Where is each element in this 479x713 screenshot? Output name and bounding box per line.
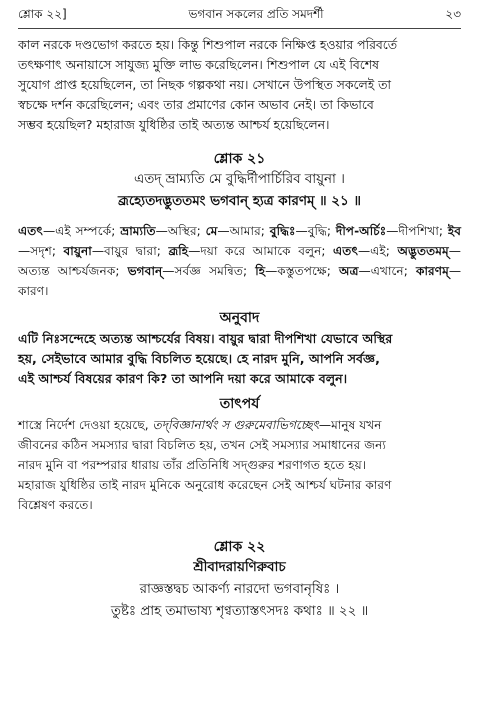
synonym-word: বুদ্ধিঃ [269,224,296,238]
verse-22-speaker: শ্রীবাদরায়ণিরুবাচ [193,560,286,575]
synonym-word: বায়ুনা [63,244,92,258]
intro-line: স্বচক্ষে দর্শন করেছিলেন; এবং তার প্রমাণের কোন অভাব নেই। তা কিভাবে [18,97,374,112]
synonym-word: কারণম্ [415,264,449,278]
synonym-word: অত্র [339,264,359,278]
synonym-word: ব্রূহি [168,244,189,258]
translation-text [18,329,461,389]
intro-paragraph [18,35,461,135]
purport-line: মহারাজ যুধিষ্ঠির তাই নারদ মুনিকে অনুরোধ করেছেন সেই আশ্চর্য ঘটনার কারণ [18,478,392,492]
purport-line: নারদ মুনি বা পরম্পরার ধারায় তাঁর প্রতিনিধি সদ্গুরুর শরণাগত হতে হয়। [18,458,367,472]
synonym-meaning: এই সম্পর্কে [55,224,112,238]
synonym-meaning: বায়ুর দ্বারা [104,244,157,258]
synonym-meaning: আমার [229,224,261,238]
purport-intro-end: —মানুষ যখন [318,418,382,432]
synonym-word: এতৎ [18,224,43,238]
synonym-word: ভ্রাম্যতি [120,224,156,238]
intro-line: কাল নরকে দণ্ডভোগ করতে হয়। কিন্তু শিশুপাল নরকে নিক্ষিপ্ত হওয়ার পরিবর্তে [18,37,398,52]
synonym-meaning: দয়া করে আমাকে বলুন [200,244,322,258]
header-verse-ref: শ্লোক ২২] [18,7,67,21]
running-header [18,6,461,29]
purport-heading: তাৎপর্য [219,396,260,412]
synonym-word: হি [255,264,266,278]
translation-heading: অনুবাদ [219,310,260,326]
synonym-meaning: বুদ্ধি [307,224,327,238]
verse-22-line-1: রাজ্ঞস্তদ্বচ আকর্ণ্য নারদো ভগবানৃষিঃ । [139,582,340,597]
verse-21-number: শ্লোক ২১ [213,151,266,167]
synonym-meaning: কারণ [18,284,45,298]
translation-line: এটি নিঃসন্দেহে অত্যন্ত আশ্চর্যের বিষয়। বায়ুর দ্বারা দীপশিখা যেভাবে অস্থির [18,331,393,346]
purport-quote: তদ্‌বিজ্ঞানার্থং স গুরুমেবাভিগচ্ছেৎ [152,418,319,432]
synonym-word: ভগবান্ [127,264,163,278]
synonym-meaning: এখানে [370,264,404,278]
verse-21-line-1: এতদ্ ভ্রাম্যতি মে বুদ্ধির্দীপার্চিরিব বায়ুনা । [134,172,345,187]
synonym-word: মে [205,224,218,238]
synonym-meaning: অত্যন্ত আশ্চর্যজনক [18,264,116,278]
translation-line: এই আশ্চর্য বিষয়ের কারণ কি? তা আপনি দয়া করে আমাকে বলুন। [18,371,348,386]
synonym-word: ইব [447,224,461,238]
intro-line: সুযোগ প্রাপ্ত হয়েছিলেন, তা নিছক গল্পকথা নয়। সেখানে উপস্থিত সকলেই তা [18,77,392,92]
verse-22-line-2: তুষ্টঃ প্রাহ তমাভাষ্য শৃণ্বত্যাস্তৎসদঃ কথাঃ ॥ ২২ ॥ [110,604,369,619]
verse-22-number: শ্লোক ২২ [213,539,266,555]
intro-line: তৎক্ষণাৎ অনায়াসে সাযুজ্য মুক্তি লাভ করেছিলেন। শিশুপাল যে এই বিশেষ [18,57,379,72]
purport-line: জীবনের কঠিন সমস্যার দ্বারা বিচলিত হয়, তখন সেই সমস্যার সমাধানের জন্য [18,438,386,452]
purport-line [18,415,461,435]
synonym-meaning: কস্তুতপক্ষে [277,264,327,278]
synonyms-block: এতৎ—এই সম্পর্কে; ভ্রাম্যতি—অস্থির; মে—আমার; বুদ্ধিঃ—বুদ্ধি; দীপ-অর্চিঃ—দীপশিখা; ইব—সদৃশ; বায়ুনা—বায়ুর দ্বারা; ব্রূহি—দয়া করে আমাকে বলুন; এতৎ—এই; অদ্ভুততমম্—অত্যন্ত আশ্চর্যজনক; ভগবান্—সর্বজ্ঞ সমন্বিত; হি—কস্তুতপক্ষে; অত্র—এখানে; কারণম্—কারণ। [18,224,462,298]
synonym-meaning: এই [370,244,386,258]
purport-intro: শাস্ত্রে নির্দেশ দেওয়া হয়েছে, [18,418,153,432]
page-number: ২৩ [445,7,461,21]
synonym-meaning: সদৃশ [30,244,52,258]
intro-line: সম্ভব হয়েছিল? মহারাজ যুধিষ্ঠির তাই অত্যন্ত আশ্চর্য হয়েছিলেন। [18,117,330,132]
synonym-word: এতৎ [333,244,358,258]
translation-line: হয়, সেইভাবে আমার বুদ্ধি বিচলিত হয়েছে। হে নারদ মুনি, আপনি সর্বজ্ঞ, [18,351,380,366]
synonym-word: দীপ-অর্চিঃ [335,224,387,238]
synonym-word: অদ্ভুততমম্ [397,244,449,258]
verse-21-line-2: ব্রূহ্যেতদদ্ভুততমং ভগবান্ হ্যত্র কারণম্ ॥ ২১ ॥ [118,194,361,209]
synonym-meaning: সর্বজ্ঞ সমন্বিত [174,264,243,278]
purport-line: বিশ্লেষণ করতে। [18,498,93,512]
header-chapter-title: ভগবান সকলের প্রতি সমদর্শী [188,7,324,21]
synonym-meaning: অস্থির [167,224,197,238]
purport-text [18,415,461,515]
synonym-meaning: দীপশিখা [398,224,439,238]
